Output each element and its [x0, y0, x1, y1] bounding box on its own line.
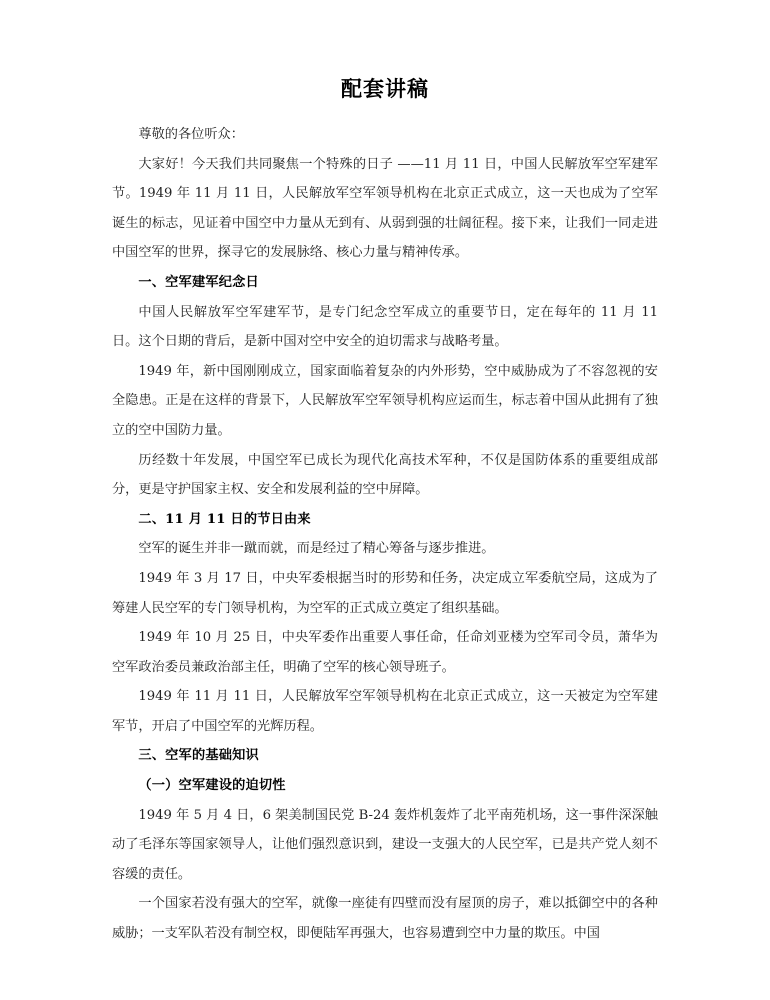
- body-paragraph: 1949 年 11 月 11 日，人民解放军空军领导机构在北京正式成立，这一天被定为空军建军节，开启了中国空军的光辉历程。: [112, 689, 658, 734]
- document-body: [112, 72, 658, 949]
- body-paragraph: 一个国家若没有强大的空军，就像一座徒有四壁而没有屋顶的房子，难以抵御空中的各种威胁；一支军队若没有制空权，即便陆军再强大，也容易遭到空中力量的欺压。中国: [112, 896, 658, 942]
- page-title: 配套讲稿: [341, 76, 429, 101]
- paragraph-container: [112, 120, 658, 949]
- section-heading: 三、空军的基础知识: [138, 748, 259, 764]
- section-heading: 一、空军建军纪念日: [138, 274, 259, 290]
- body-paragraph: 1949 年 10 月 25 日，中央军委作出重要人事任命，任命刘亚楼为空军司令员，萧华为空军政治委员兼政治部主任，明确了空军的核心领导班子。: [112, 630, 658, 675]
- section-heading: （一）空军建设的迫切性: [138, 778, 286, 794]
- body-paragraph: 1949 年 5 月 4 日，6 架美制国民党 B-24 轰炸机轰炸了北平南苑机场，这一事件深深触动了毛泽东等国家领导人，让他们强烈意识到，建设一支强大的人民空军，已是共产党人刻不容缓的责任。: [112, 807, 658, 882]
- body-paragraph: 1949 年 3 月 17 日，中央军委根据当时的形势和任务，决定成立军委航空局，这成为了筹建人民空军的专门领导机构，为空军的正式成立奠定了组织基础。: [112, 570, 658, 616]
- body-paragraph: 大家好！今天我们共同聚焦一个特殊的日子 ——11 月 11 日，中国人民解放军空军建军节。1949 年 11 月 11 日，人民解放军空军领导机构在北京正式成立，这一天也成为了空军诞生的标志，见证着中国空中力量从无到有、从弱到强的壮阔征程。接下来，让我们一同走进中国空军的世界，探寻它的发展脉络、核心力量与精神传承。: [112, 156, 658, 261]
- section-heading: 二、11 月 11 日的节日由来: [138, 511, 311, 527]
- body-paragraph: 历经数十年发展，中国空军已成长为现代化高技术军种，不仅是国防体系的重要组成部分，更是守护国家主权、安全和发展利益的空中屏障。: [112, 452, 658, 498]
- body-paragraph: 空军的诞生并非一蹴而就，而是经过了精心筹备与逐步推进。: [138, 541, 495, 557]
- salutation: 尊敬的各位听众：: [138, 127, 244, 142]
- body-paragraph: 中国人民解放军空军建军节，是专门纪念空军成立的重要节日，定在每年的 11 月 11 日。这个日期的背后，是新中国对空中安全的迫切需求与战略考量。: [112, 304, 658, 350]
- body-paragraph: 1949 年，新中国刚刚成立，国家面临着复杂的内外形势，空中威胁成为了不容忽视的安全隐患。正是在这样的背景下，人民解放军空军领导机构应运而生，标志着中国从此拥有了独立的空中国防力量。: [112, 363, 658, 438]
